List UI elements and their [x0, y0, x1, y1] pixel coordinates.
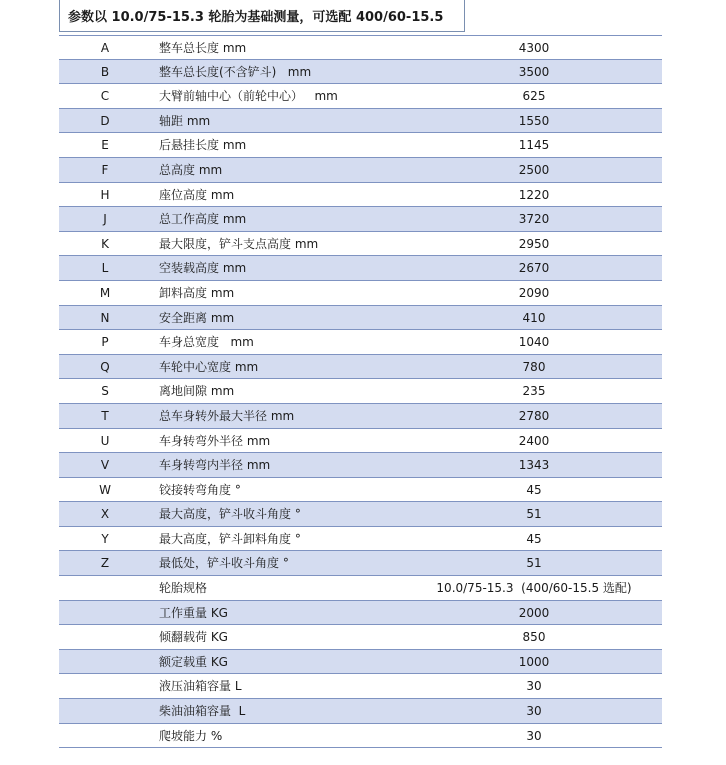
row-value: 850 [522, 630, 546, 645]
row-code: Y [101, 531, 109, 546]
row-label: 大臂前轴中心（前轮中心） mm [159, 89, 338, 104]
row-code: K [101, 236, 109, 251]
row-label: 车身转弯外半径 mm [159, 433, 271, 448]
row-label: 车身总宽度 mm [159, 335, 254, 350]
row-value: 1145 [518, 138, 550, 153]
row-value: 10.0/75-15.3 (400/60-15.5 选配) [436, 581, 632, 596]
row-value: 2670 [518, 261, 550, 276]
row-label: 柴油油箱容量 L [159, 704, 246, 719]
row-label: 最大高度，铲斗卸料角度 ° [159, 531, 301, 546]
row-label: 座位高度 mm [159, 187, 235, 202]
row-label: 整车总长度 mm [159, 41, 247, 55]
table-row [59, 650, 662, 675]
table-row [59, 60, 662, 85]
row-label: 最低处，铲斗收斗角度 ° [159, 556, 289, 571]
row-label: 爬坡能力 % [159, 728, 223, 743]
row-label: 卸料高度 mm [159, 285, 235, 300]
row-code: V [100, 458, 110, 473]
row-code: S [101, 384, 109, 399]
row-label: 后悬挂长度 mm [159, 138, 247, 153]
page-title: 参数以 10.0/75-15.3 轮胎为基础测量，可选配 400/60-15.5 [68, 10, 444, 25]
row-label: 最大限度，铲斗支点高度 mm [159, 236, 319, 251]
table-row [59, 109, 662, 134]
row-value: 1040 [518, 335, 550, 350]
row-label: 总车身转外最大半径 mm [159, 408, 295, 423]
row-value: 1000 [518, 654, 550, 669]
row-code: N [100, 310, 110, 325]
row-value: 2500 [518, 162, 550, 177]
table-row [59, 674, 662, 699]
table-row [59, 183, 662, 208]
row-code: H [100, 187, 110, 202]
row-value: 410 [522, 310, 546, 325]
row-code: P [101, 335, 109, 350]
row-value: 4300 [518, 41, 550, 55]
row-value: 780 [522, 359, 546, 374]
table-row [59, 404, 662, 429]
row-label: 轴距 mm [159, 113, 211, 128]
row-label: 整车总长度(不含铲斗) mm [159, 64, 312, 79]
row-value: 2000 [518, 605, 550, 620]
table-row [59, 502, 662, 527]
table-row [59, 724, 662, 749]
row-code: Z [100, 556, 110, 571]
row-value: 3720 [518, 212, 550, 227]
row-label: 最大高度，铲斗收斗角度 ° [159, 507, 301, 522]
row-code: X [100, 507, 110, 522]
table-row [59, 551, 662, 576]
table-row [59, 158, 662, 183]
row-value: 51 [526, 507, 542, 522]
row-code: Q [100, 359, 110, 374]
table-row [59, 429, 662, 454]
table-row [59, 699, 662, 724]
row-code: T [101, 408, 109, 423]
row-label: 轮胎规格 [159, 581, 208, 596]
table-row [59, 601, 662, 626]
row-value: 2090 [518, 285, 550, 300]
row-code: W [99, 482, 111, 497]
table-row [59, 84, 662, 109]
row-label: 车身转弯内半径 mm [159, 458, 271, 473]
row-code: U [100, 433, 110, 448]
table-row [59, 379, 662, 404]
row-label: 车轮中心宽度 mm [159, 359, 259, 374]
table-row [59, 306, 662, 331]
row-code: J [103, 212, 107, 227]
table-row [59, 478, 662, 503]
row-label: 总工作高度 mm [159, 212, 247, 227]
row-value: 235 [522, 384, 546, 399]
table-row [59, 207, 662, 232]
spec-table [59, 35, 662, 748]
table-row [59, 576, 662, 601]
row-label: 额定载重 KG [159, 654, 228, 669]
table-row [59, 133, 662, 158]
row-label: 铰接转弯角度 ° [159, 482, 241, 497]
row-label: 总高度 mm [159, 162, 223, 177]
row-value: 30 [526, 679, 542, 694]
table-row [59, 453, 662, 478]
row-code: M [99, 285, 111, 300]
row-value: 45 [526, 482, 542, 497]
row-label: 离地间隙 mm [159, 384, 235, 399]
row-value: 625 [522, 89, 546, 104]
row-code: C [100, 89, 110, 104]
row-value: 3500 [518, 64, 550, 79]
row-value: 30 [526, 728, 542, 743]
row-code: D [100, 113, 110, 128]
table-row [59, 35, 662, 60]
row-code: L [101, 261, 109, 276]
row-code: E [101, 138, 109, 153]
row-label: 空装载高度 mm [159, 261, 247, 276]
row-value: 2780 [518, 408, 550, 423]
row-value: 45 [526, 531, 542, 546]
row-value: 2400 [518, 433, 550, 448]
row-value: 1343 [518, 458, 550, 473]
header-box [59, 0, 465, 32]
table-row [59, 625, 662, 650]
row-code: B [100, 64, 110, 79]
row-label: 工作重量 KG [159, 605, 228, 620]
table-row [59, 527, 662, 552]
row-code: A [100, 41, 110, 55]
row-value: 30 [526, 704, 542, 719]
row-value: 2950 [518, 236, 550, 251]
row-value: 1220 [518, 187, 550, 202]
row-label: 安全距离 mm [159, 310, 235, 325]
row-label: 液压油箱容量 L [159, 679, 242, 694]
row-value: 51 [526, 556, 542, 571]
row-value: 1550 [518, 113, 550, 128]
table-row [59, 256, 662, 281]
table-row [59, 232, 662, 257]
table-row [59, 355, 662, 380]
table-row [59, 330, 662, 355]
table-row [59, 281, 662, 306]
row-code: F [101, 162, 109, 177]
row-label: 倾翻载荷 KG [159, 630, 228, 645]
